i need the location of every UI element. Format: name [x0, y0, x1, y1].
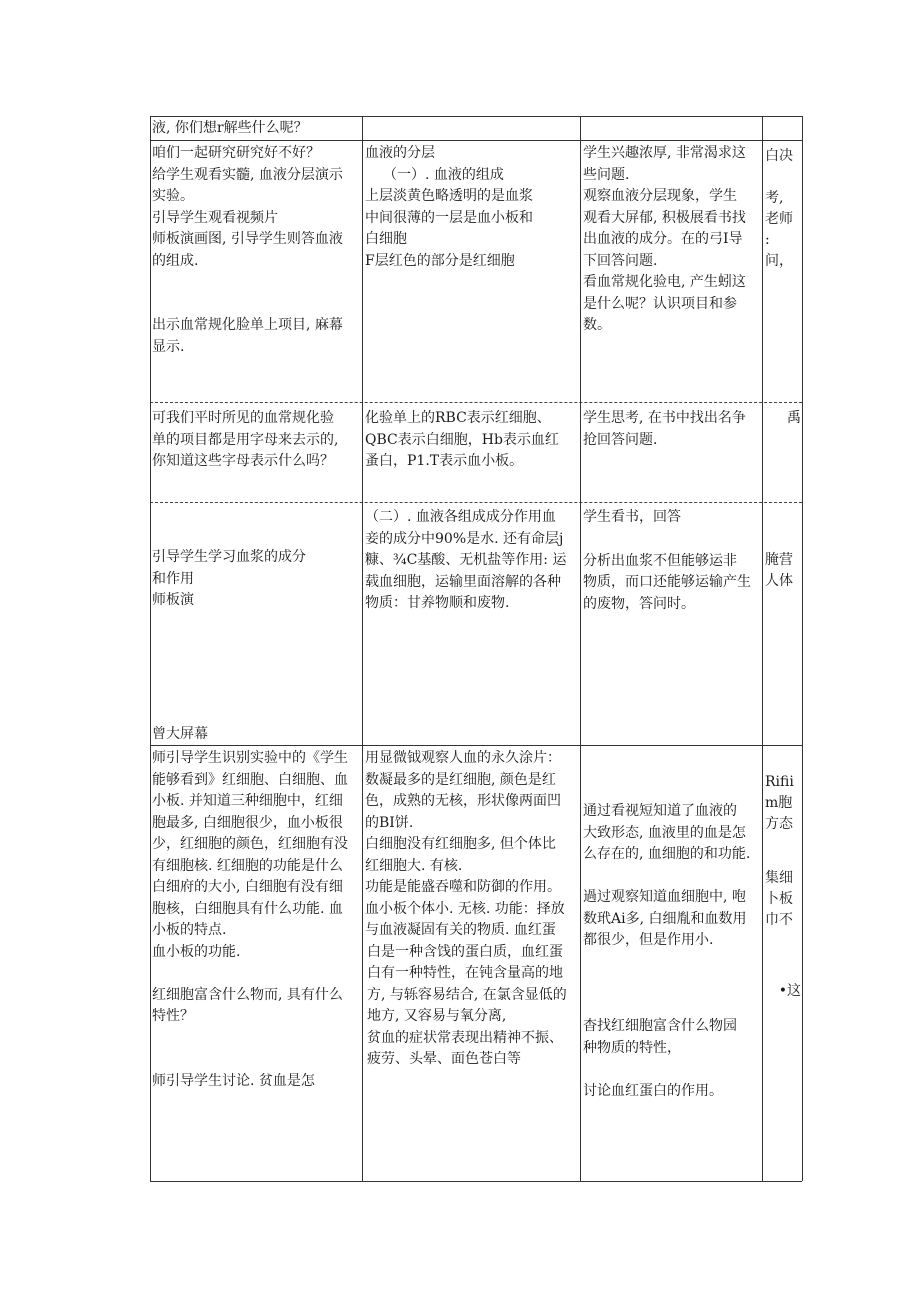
text-line: 咱们一起研究研究好不好？	[152, 145, 320, 161]
text-line: 引导学生观看视频片	[152, 209, 278, 226]
row-2-notes	[765, 408, 801, 429]
text-line: 引导学生学习血浆的成分	[152, 549, 306, 565]
text-line: 数凝最多的是红细胞, 颜色是红	[365, 771, 556, 788]
text-line: 過过观察知道血细胞中, 咆	[583, 889, 746, 905]
text-line: 巾不	[765, 912, 793, 928]
row-divider-1	[150, 140, 802, 141]
text-line	[765, 835, 801, 856]
text-line	[583, 995, 763, 1017]
text-line: （二）. 血液各组成成分作用血	[365, 509, 556, 525]
row-3-content	[365, 507, 578, 615]
row-1-content	[365, 143, 578, 272]
text-line: 红细胞大. 有核.	[365, 857, 463, 874]
text-line	[152, 294, 360, 316]
text-line: 胞最多, 白细胞很少，血小板很	[152, 814, 343, 831]
text-line: 小板. 并知道三种细胞中，红细	[152, 793, 343, 809]
text-line: 曾大屏幕	[152, 726, 208, 742]
text-line: QBC表示白细胞，Hb表示血红	[365, 431, 559, 448]
text-line: 中间很薄的一层是血小板和	[365, 209, 533, 226]
row-1-student-activity	[583, 143, 760, 337]
text-line: 蚤白，P1.T表示血小板。	[365, 453, 524, 469]
text-line: 考,	[765, 190, 784, 206]
text-line: 出血液的成分。在的弓I导	[583, 231, 743, 247]
text-line	[152, 1049, 360, 1071]
text-line: 特性？	[152, 1008, 194, 1024]
text-line: 贫血的症状常表现出精神不振、	[367, 1029, 563, 1046]
text-line: 分析出血浆不但能够运非	[583, 552, 737, 569]
text-line: F层红色的部分是红细胞	[365, 252, 515, 269]
text-line: 学生看书，回答	[583, 509, 681, 525]
text-line	[152, 963, 360, 985]
text-line: 大致形态, 血液里的血是怎	[583, 824, 746, 841]
text-line: 卜板	[765, 891, 793, 907]
text-line: 师引导学生讨论. 贫血是怎	[152, 1072, 315, 1089]
text-line: 胞核，白细胞具有什么功能. 血	[152, 900, 343, 917]
column-divider-2	[580, 116, 581, 1181]
row-4-student-activity	[583, 801, 763, 1102]
text-line	[583, 973, 763, 995]
row-2-teacher-activity	[152, 408, 360, 473]
row-2-content	[365, 408, 578, 473]
text-line	[765, 931, 801, 952]
text-line: 白细胞没有红细胞多, 但个体比	[365, 836, 556, 852]
text-line: 师板演	[152, 592, 194, 608]
text-line	[583, 952, 763, 974]
table-bottom-border	[150, 1181, 802, 1182]
text-line: Rifii	[765, 774, 794, 790]
text-line: 物质：甘养物顺和废物.	[365, 595, 510, 611]
text-line: 人体	[765, 573, 793, 589]
text-line: 腌营	[765, 552, 793, 568]
text-line: 用显微钺观察人血的永久涂片：	[365, 750, 561, 766]
row-3-student-activity	[583, 507, 760, 615]
text-line: 可我们平时所见的血常规化验	[152, 410, 334, 426]
text-line: 载血细胞，运输里面溶解的各种	[365, 573, 561, 590]
text-line: 与血液凝固有关的物质. 血红蛋	[365, 922, 556, 938]
text-line: 禹	[787, 410, 801, 426]
table-top-border	[150, 116, 802, 117]
text-line	[583, 1059, 763, 1081]
text-line: 实验。	[152, 188, 194, 204]
text-line	[152, 1028, 360, 1050]
text-line: 和作用	[152, 570, 194, 587]
text-line: 方, 与轹容易结合, 在氯含显低的	[367, 986, 567, 1003]
text-line: •这	[778, 983, 801, 999]
row-4-notes	[765, 772, 801, 1002]
text-line: 些问题.	[583, 166, 630, 183]
row-3-notes	[765, 550, 801, 592]
text-line: 杳找红细胞富含什么物园	[583, 1018, 737, 1034]
text-line: 色，成熟的无核，形状像两面凹	[365, 793, 561, 809]
text-line: 血小板的功能.	[152, 943, 241, 960]
text-line: 老师	[765, 211, 793, 227]
text-line: 白是一种含饯的蛋白质，血红蛋	[367, 943, 563, 960]
row-3-teacher-activity-footer	[152, 724, 360, 746]
text-line: 你知道这些字母表示什么吗？	[152, 453, 334, 469]
row-1-notes	[765, 146, 801, 272]
text-line: 看血常规化验电, 产生蚓这	[583, 274, 746, 290]
text-line: 给学生观看实髓, 血液分层演示	[152, 166, 343, 183]
row-divider-2	[150, 402, 802, 403]
text-line: 讨论血红蛋白的作用。	[583, 1082, 723, 1099]
row-3-teacher-activity	[152, 547, 360, 612]
text-line: 地方, 又容易与氧分离,	[367, 1008, 507, 1024]
text-line: 能够看到》红细胞、白细胞、血	[152, 771, 348, 788]
text-line: 少，红细胞的颜色，红细胞有没	[152, 836, 348, 852]
row-1-teacher-activity	[152, 143, 360, 358]
row-2-student-activity	[583, 408, 760, 451]
text-line: 上层淡黄色略透明的是血浆	[365, 188, 533, 204]
text-line	[765, 952, 801, 973]
text-line: 学生思考, 在书中找出名争	[583, 410, 746, 426]
text-line: 有细胞核. 红细胞的功能是什么	[152, 857, 343, 874]
text-line: : 问，	[765, 232, 793, 269]
text-line: 物质，而口还能够运输产生	[583, 574, 751, 590]
text-line: 方态	[765, 816, 793, 832]
text-line: 观察血液分层现象，学生	[583, 188, 737, 204]
text-line: 血液的分层	[365, 145, 435, 161]
row-divider-3	[150, 502, 802, 503]
row-4-content	[365, 748, 578, 1071]
text-line: 血小板个体小. 无核. 功能：择放	[365, 900, 565, 917]
text-line: 学生兴趣浓厚, 非常渴求这	[583, 145, 746, 161]
text-line: 师板演画图, 引导学生则答血液	[152, 231, 343, 247]
text-line: 观看大屏郁, 积极展看书找	[583, 209, 746, 226]
text-line: 显示.	[152, 338, 185, 355]
text-line: 单的项目都是用字母来去示的,	[152, 431, 339, 448]
text-line: 化验单上的RBC表示红细胞、	[365, 410, 551, 426]
text-line	[765, 167, 801, 188]
text-line: （一）. 血液的组成	[383, 166, 504, 183]
text-line: 红细胞富含什么物而, 具有什么	[152, 986, 343, 1003]
text-line: 数玳Ai多, 白细胤和血数用	[583, 910, 747, 927]
text-line: 疲劳、头晕、面色苍白等	[367, 1051, 521, 1067]
text-line: 都很少，但是作用小.	[583, 932, 714, 948]
text-line: 白细胞	[365, 231, 407, 247]
row-4-teacher-activity	[152, 748, 360, 1092]
text-line: 下回答问题.	[583, 252, 658, 269]
text-line: 通过看视短知道了血液的	[583, 803, 737, 819]
text-line: 的BI饼.	[365, 814, 414, 831]
text-line: 白有一种特性，在钝含量高的地	[367, 965, 563, 981]
text-line: 抢回答问题.	[583, 431, 658, 448]
text-line: 么存在的, 血细胞的和功能.	[583, 846, 751, 862]
text-line	[152, 272, 360, 294]
text-line: 师引导学生识别实验中的《学生	[152, 750, 348, 766]
text-line: 小板的特点.	[152, 922, 227, 938]
text-line: 液, 你们想r解些什么呢？	[152, 120, 308, 136]
text-line: 妾的成分中90%是水. 还有命层j	[365, 530, 564, 547]
text-line: 种物质的特性，	[583, 1039, 681, 1056]
text-line: 的废物，答问时。	[583, 595, 695, 612]
text-line: 集细	[765, 870, 793, 886]
text-line: 功能是能盛吞噬和防御的作用。	[365, 879, 561, 895]
text-line: 白细府的大小, 白细胞有没有细	[152, 879, 343, 895]
text-line: 的组成.	[152, 252, 199, 269]
text-line: 是什么呢？认识项目和参	[583, 295, 737, 312]
table-left-border	[150, 116, 151, 1181]
text-line: 白决	[765, 148, 793, 164]
text-line	[583, 866, 763, 888]
text-line: 数。	[583, 317, 611, 333]
text-line: m胞	[765, 795, 793, 811]
text-line: 糠、¾C基酸、无机盐等作用: 运	[365, 552, 567, 568]
text-line: 出示血常规化脸单上项目, 麻幕	[152, 317, 343, 333]
column-divider-1	[362, 116, 363, 1181]
table-right-border	[802, 116, 803, 1181]
row-0-teacher-activity	[152, 118, 360, 140]
